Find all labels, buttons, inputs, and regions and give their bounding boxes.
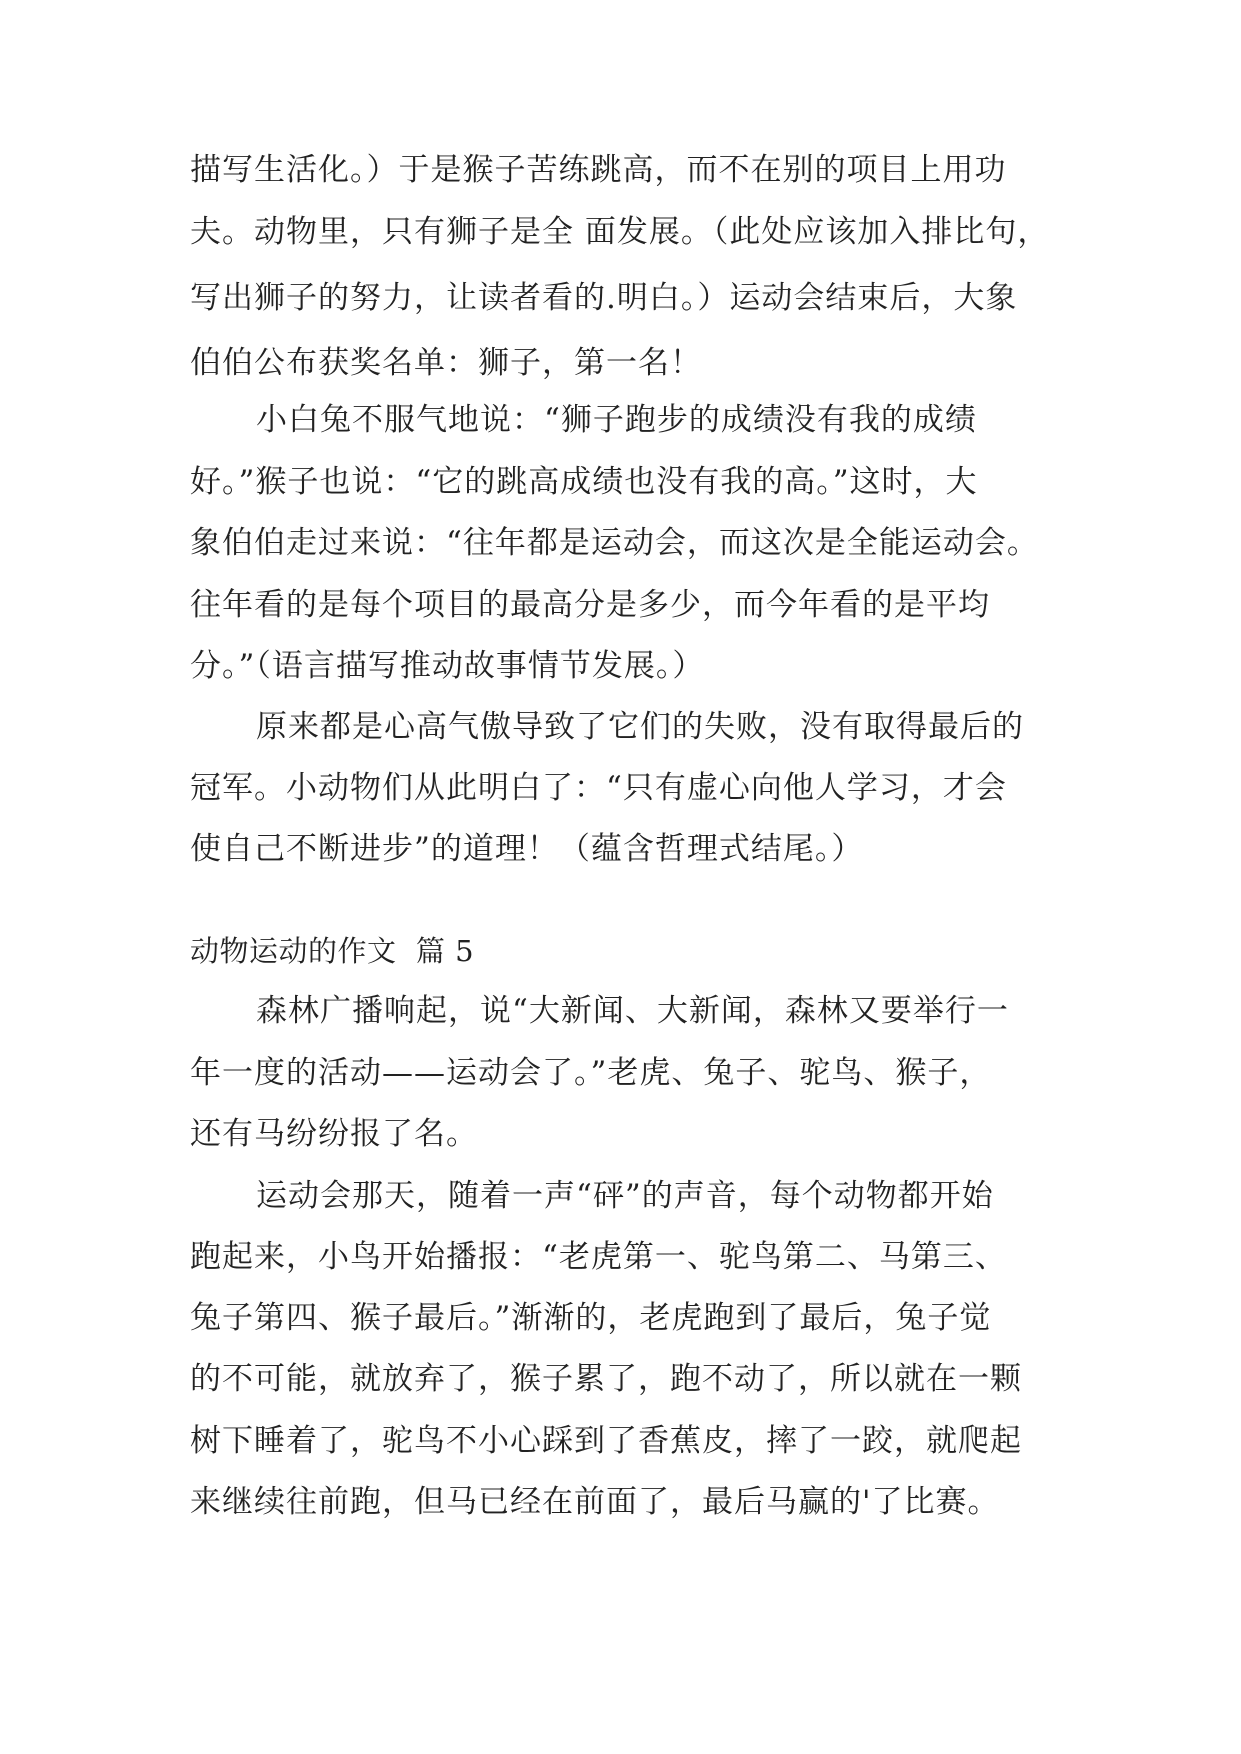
text-line: 描写生活化。）于是猴子苦练跳高，而不在别的项目上用功	[190, 152, 1007, 188]
text-line: 运动会那天，随着一声“砰”的声音，每个动物都开始	[256, 1178, 994, 1214]
text-line: 分。”（语言描写推动故事情节发展。）	[190, 648, 705, 684]
text-line: 年一度的活动——运动会了。”老虎、兔子、驼鸟、猴子，	[190, 1055, 992, 1091]
text-line: 兔子第四、猴子最后。”渐渐的，老虎跑到了最后，兔子觉	[190, 1300, 992, 1336]
text-line: 写出狮子的努力，让读者看的.明白。）运动会结束后，大象	[190, 280, 1018, 316]
text-line: 小白兔不服气地说：“狮子跑步的成绩没有我的成绩	[256, 402, 977, 438]
text-line: 夫。动物里，只有狮子是全 面发展。（此处应该加入排比句，	[190, 214, 1050, 250]
section-heading: 动物运动的作文 篇 5	[190, 934, 475, 968]
text-line: 森林广播响起，说“大新闻、大新闻，森林又要举行一	[256, 993, 1009, 1029]
text-line: 跑起来，小鸟开始播报：“老虎第一、驼鸟第二、马第三、	[190, 1239, 1007, 1275]
text-line: 伯伯公布获奖名单：狮子，第一名！	[190, 345, 702, 381]
text-line: 的不可能，就放弃了，猴子累了，跑不动了，所以就在一颗	[190, 1361, 1022, 1397]
text-line: 使自己不断进步”的道理！（蕴含哲理式结尾。）	[190, 831, 864, 867]
text-line: 来继续往前跑，但马已经在前面了，最后马赢的'了比赛。	[190, 1484, 1000, 1520]
text-line: 冠军。小动物们从此明白了：“只有虚心向他人学习，才会	[190, 770, 1007, 806]
text-line: 还有马纷纷报了名。	[190, 1116, 478, 1152]
text-line: 树下睡着了，驼鸟不小心踩到了香蕉皮，摔了一跤，就爬起	[190, 1423, 1022, 1459]
text-line: 往年看的是每个项目的最高分是多少，而今年看的是平均	[190, 587, 990, 623]
text-line: 好。”猴子也说：“它的跳高成绩也没有我的高。”这时，大	[190, 464, 978, 500]
text-line: 原来都是心高气傲导致了它们的失败，没有取得最后的	[256, 709, 1024, 745]
text-line: 象伯伯走过来说：“往年都是运动会，而这次是全能运动会。	[190, 525, 1039, 561]
